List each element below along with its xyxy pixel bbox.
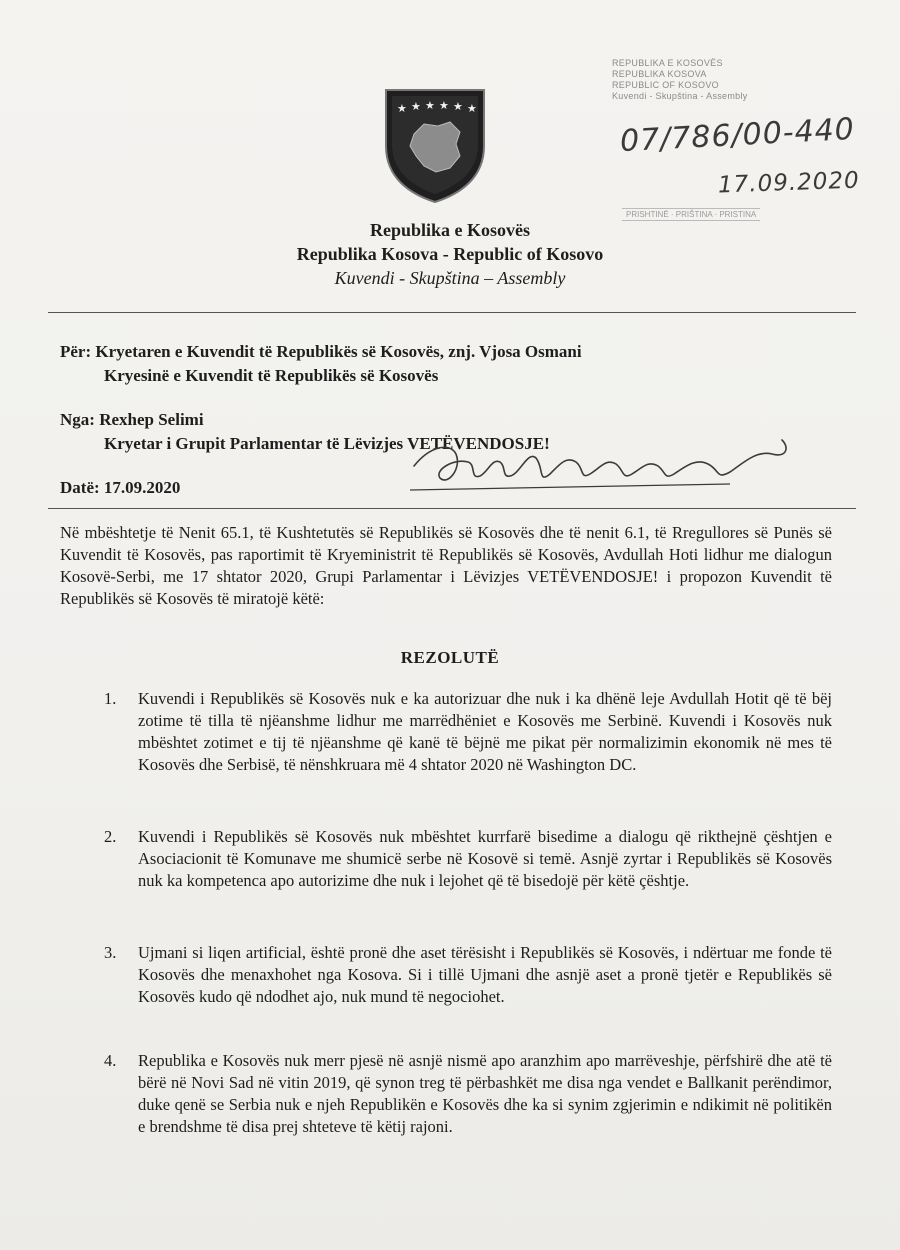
handwritten-date: 17.09.2020 [717, 167, 861, 199]
resolution-title: REZOLUTË [400, 648, 500, 667]
from-line-1: Nga: Rexhep Selimi [60, 410, 204, 429]
item-number: 3. [104, 943, 117, 962]
stamp-footer: PRISHTINË · PRIŠTINA · PRISTINA [622, 208, 760, 221]
stamp-line: REPUBLIC OF KOSOVO [612, 80, 719, 90]
stamp-line: Kuvendi - Skupština - Assembly [612, 91, 748, 101]
item-number: 1. [104, 689, 117, 708]
svg-text:★: ★ [453, 100, 463, 113]
header-divider [48, 312, 856, 313]
to-line-2: Kryesinë e Kuvendit të Republikës së Kosovës [104, 366, 439, 385]
resolution-item [104, 942, 832, 1008]
svg-text:★: ★ [439, 99, 449, 112]
stamp-line: REPUBLIKA E KOSOVËS [612, 58, 723, 68]
handwritten-protocol-number: 07/786/00-440 [619, 111, 856, 160]
stamp-line: REPUBLIKA KOSOVA [612, 69, 707, 79]
item-text: Kuvendi i Republikës së Kosovës nuk e ka autorizuar dhe nuk i ka dhënë leje Avdullah Hotit që të bëj zotime të tilla të njëanshme lidhur me marrëdhëniet e Kosovës me Serbinë. Kuvendi i Kosovës nuk mbështet zotimet e tij të njëanshme që kanë të bëjnë me pikat për normalizimin ekonomik në mes të Kosovës dhe Serbisë, të nënshkruara më 4 shtator 2020 në Washington DC. [138, 689, 832, 774]
item-text: Republika e Kosovës nuk merr pjesë në asnjë nismë apo aranzhim apo marrëveshje, përfshirë dhe atë të bërë në Novi Sad në vitin 2019, që synon treg të përbashkët me disa nga vendet e Ballkanit perëndimor, duke qenë se Serbia nuk e njeh Republikën e Kosovës dhe ka si synim zgjerimin e ndikimit në politikën e brendshme të disa prej shteteve të këtij rajoni. [138, 1051, 832, 1136]
to-line-1: Për: Kryetaren e Kuvendit të Republikës së Kosovës, znj. Vjosa Osmani [60, 342, 582, 361]
document-header [0, 218, 900, 290]
resolution-item [104, 826, 832, 892]
resolution-item [104, 1050, 832, 1138]
item-number: 4. [104, 1051, 117, 1070]
svg-text:★: ★ [397, 102, 407, 115]
header-line-3: Kuvendi - Skupština – Assembly [334, 268, 566, 288]
item-number: 2. [104, 827, 117, 846]
resolution-item [104, 688, 832, 776]
date-field: Datë: 17.09.2020 [60, 478, 181, 497]
kosovo-coat-of-arms-icon [380, 86, 490, 204]
to-field [60, 340, 582, 388]
header-line-1: Republika e Kosovës [369, 220, 531, 240]
svg-text:★: ★ [425, 99, 435, 112]
item-text: Ujmani si liqen artificial, është pronë dhe aset tërësisht i Republikës së Kosovës, i ndërtuar me fonde të Kosovës dhe menaxhohet nga Kosova. Si i tillë Ujmani dhe asnjë aset a pronë tjetër e Republikës së Kosovës kudo që ndodhet ajo, nuk mund të negociohet. [138, 943, 832, 1006]
header-line-2: Republika Kosova - Republic of Kosovo [296, 244, 604, 264]
svg-text:★: ★ [467, 102, 477, 115]
intro-paragraph: Në mbështetje të Nenit 65.1, të Kushtetutës së Republikës së Kosovës dhe të nenit 6.1, të Rregullores së Punës së Kuvendit të Kosovës, pas raportimit të Kryeministrit të Republikës së Kosovës, Avdullah Hoti lidhur me dialogun Kosovë-Serbi, me 17 shtator 2020, Grupi Parlamentar i Lëvizjes VETËVENDOSJE! i propozon Kuvendit të Republikës së Kosovës të miratojë këtë: [60, 523, 832, 608]
svg-text:★: ★ [411, 100, 421, 113]
item-text: Kuvendi i Republikës së Kosovës nuk mbështet kurrfarë bisedime a dialogu që rikthejnë çështjen e Asociacionit të Komunave me shumicë serbe në Kosovë si temë. Asnjë zyrtar i Republikës së Kosovës nuk ka kompetenca apo autorizime dhe nuk i lejohet që të bisedojë për këtë çështje. [138, 827, 832, 890]
handwritten-signature [410, 428, 800, 498]
body-divider [48, 508, 856, 509]
from-line-2: Kryetar i Grupit Parlamentar të Lëvizjes VETËVENDOSJE! [104, 434, 550, 453]
